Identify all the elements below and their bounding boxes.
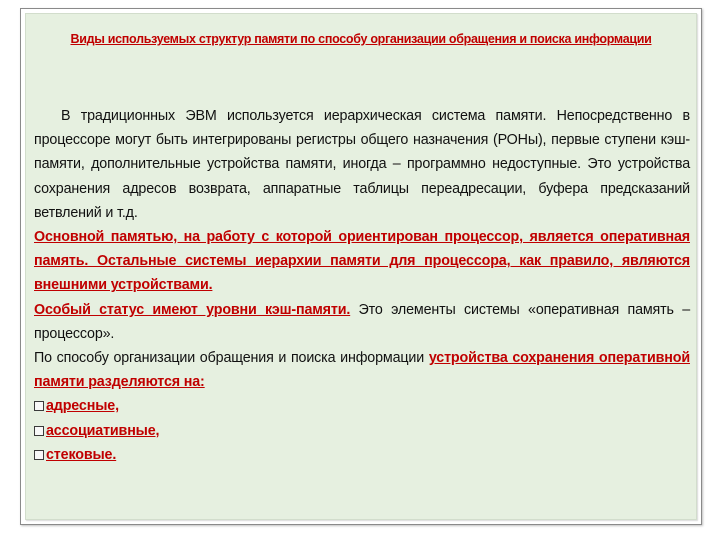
list-item (34, 419, 690, 443)
list-item-label: адресные, (46, 398, 119, 415)
slide-body (34, 104, 690, 467)
checkbox-bullet-icon (34, 401, 44, 411)
slide-title: Виды используемых структур памяти по способу организации обращения и поиска информации (70, 32, 652, 46)
list-item (34, 443, 690, 467)
slide-frame (20, 8, 702, 525)
paragraph-classification (34, 346, 690, 394)
paragraph-cache-status (34, 298, 690, 346)
checkbox-bullet-icon (34, 426, 44, 436)
classification-text: По способу организации обращения и поиска информации (34, 350, 425, 367)
content-panel (25, 13, 697, 520)
list-item-label: стековые. (46, 446, 117, 463)
paragraph-main-memory (34, 225, 690, 298)
memory-types-list (34, 394, 690, 467)
checkbox-bullet-icon (34, 450, 44, 460)
cache-status-text: Это элементы системы «оперативная память – процессор». (34, 301, 690, 342)
cache-status-statement: Особый статус имеют уровни кэш-памяти. (34, 301, 351, 318)
list-item (34, 394, 690, 418)
list-item-label: ассоциативные, (46, 422, 160, 439)
main-memory-statement: Основной памятью, на работу с которой ориентирован процессор, является оперативная память. Остальные системы иерархии памяти для процессора, как правило, являются внешними устройствами. (34, 229, 690, 294)
classification-statement: устройства сохранения оперативной памяти разделяются на: (34, 350, 690, 391)
paragraph-memory-hierarchy: В традиционных ЭВМ используется иерархическая система памяти. Непосредственно в процессоре могут быть интегрированы регистры общего назначения (РОНы), первые ступени кэш-памяти, дополнительные устройства памяти, иногда – программно недоступные. Это устройства сохранения адресов возврата, аппаратные таблицы переадресации, буфера предсказаний ветвлений и т.д. (34, 108, 690, 221)
